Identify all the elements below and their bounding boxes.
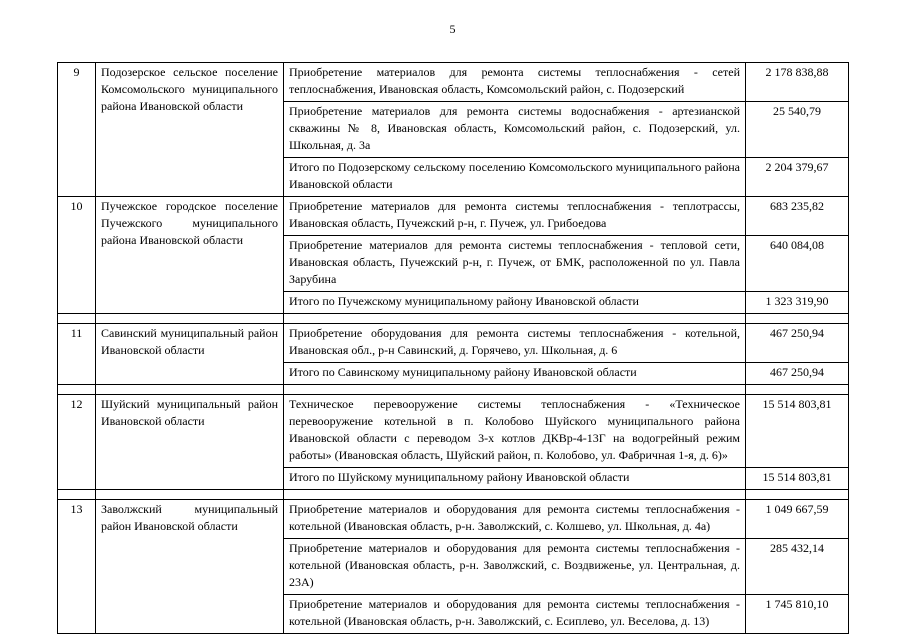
- spacer-cell: [58, 490, 96, 500]
- spacer-cell: [284, 385, 746, 395]
- spacer-cell: [284, 314, 746, 324]
- spacer-cell: [58, 385, 96, 395]
- total-label-cell: Итого по Савинскому муниципальному району Ивановской области: [284, 363, 746, 385]
- amount-cell: 640 084,08: [746, 236, 849, 292]
- municipality-cell: Пучежское городское поселение Пучежского муниципального района Ивановской области: [96, 197, 284, 314]
- municipality-cell: Савинский муниципальный район Ивановской области: [96, 324, 284, 385]
- spacer-cell: [746, 490, 849, 500]
- description-cell: Приобретение материалов для ремонта системы водоснабжения - артезианской скважины № 8, Ивановская область, Комсомольский район, с. Подозерский, ул. Школьная, д. 3а: [284, 102, 746, 158]
- municipality-cell: Шуйский муниципальный район Ивановской области: [96, 395, 284, 490]
- spacer-cell: [96, 490, 284, 500]
- spacer-cell: [58, 314, 96, 324]
- table-row: [58, 500, 849, 539]
- description-cell: Приобретение материалов для ремонта системы теплоснабжения - сетей теплоснабжения, Ивановская область, Комсомольский район, с. Подозерский: [284, 63, 746, 102]
- row-number: 11: [58, 324, 96, 385]
- row-number: 12: [58, 395, 96, 490]
- municipality-cell: Подозерское сельское поселение Комсомольского муниципального района Ивановской области: [96, 63, 284, 197]
- spacer-cell: [96, 385, 284, 395]
- amount-cell: 1 049 667,59: [746, 500, 849, 539]
- description-cell: Приобретение оборудования для ремонта системы теплоснабжения - котельной, Ивановская обл., р-н Савинский, д. Горячево, ул. Школьная, д. 6: [284, 324, 746, 363]
- total-amount-cell: 2 204 379,67: [746, 158, 849, 197]
- amount-cell: 25 540,79: [746, 102, 849, 158]
- spacer-row: [58, 490, 849, 500]
- row-number: 9: [58, 63, 96, 197]
- total-amount-cell: 1 323 319,90: [746, 292, 849, 314]
- total-label-cell: Итого по Пучежскому муниципальному району Ивановской области: [284, 292, 746, 314]
- amount-cell: 467 250,94: [746, 324, 849, 363]
- description-cell: Приобретение материалов и оборудования для ремонта системы теплоснабжения - котельной (Ивановская область, р-н. Заволжский, с. Воздвиженье, ул. Центральная, д. 23А): [284, 539, 746, 595]
- total-amount-cell: 15 514 803,81: [746, 468, 849, 490]
- page-number: 5: [449, 22, 456, 36]
- description-cell: Приобретение материалов и оборудования для ремонта системы теплоснабжения - котельной (Ивановская область, р-н. Заволжский, с. Колшево, ул. Школьная, д. 4а): [284, 500, 746, 539]
- spacer-cell: [746, 385, 849, 395]
- table-row: [58, 324, 849, 363]
- row-number: 13: [58, 500, 96, 634]
- municipality-cell: Заволжский муниципальный район Ивановской области: [96, 500, 284, 634]
- spacer-cell: [96, 314, 284, 324]
- total-amount-cell: 467 250,94: [746, 363, 849, 385]
- table-row: [58, 197, 849, 236]
- amount-cell: 285 432,14: [746, 539, 849, 595]
- description-cell: Приобретение материалов для ремонта системы теплоснабжения - тепловой сети, Ивановская область, Пучежский р-н, г. Пучеж, от БМК, расположенной по ул. Павла Зарубина: [284, 236, 746, 292]
- spacer-cell: [284, 490, 746, 500]
- total-label-cell: Итого по Шуйскому муниципальному району Ивановской области: [284, 468, 746, 490]
- procurement-table: [57, 62, 849, 634]
- spacer-row: [58, 385, 849, 395]
- description-cell: Техническое перевооружение системы теплоснабжения - «Техническое перевооружение котельной в п. Колобово Шуйского муниципального района Ивановской области с переводом 3-х котлов ДКВр-4-13Г на водогрейный режим работы» (Ивановская область, Шуйский район, п. Колобово, ул. Фабричная 1-я, д. 6)»: [284, 395, 746, 468]
- description-cell: Приобретение материалов для ремонта системы теплоснабжения - теплотрассы, Ивановская область, Пучежский р-н, г. Пучеж, ул. Грибоедова: [284, 197, 746, 236]
- table-row: [58, 395, 849, 468]
- spacer-row: [58, 314, 849, 324]
- table-row: [58, 63, 849, 102]
- amount-cell: 15 514 803,81: [746, 395, 849, 468]
- description-cell: Приобретение материалов и оборудования для ремонта системы теплоснабжения - котельной (Ивановская область, р-н. Заволжский, с. Есиплево, ул. Веселова, д. 13): [284, 595, 746, 634]
- total-label-cell: Итого по Подозерскому сельскому поселению Комсомольского муниципального района Ивановской области: [284, 158, 746, 197]
- amount-cell: 1 745 810,10: [746, 595, 849, 634]
- amount-cell: 683 235,82: [746, 197, 849, 236]
- spacer-cell: [746, 314, 849, 324]
- amount-cell: 2 178 838,88: [746, 63, 849, 102]
- row-number: 10: [58, 197, 96, 314]
